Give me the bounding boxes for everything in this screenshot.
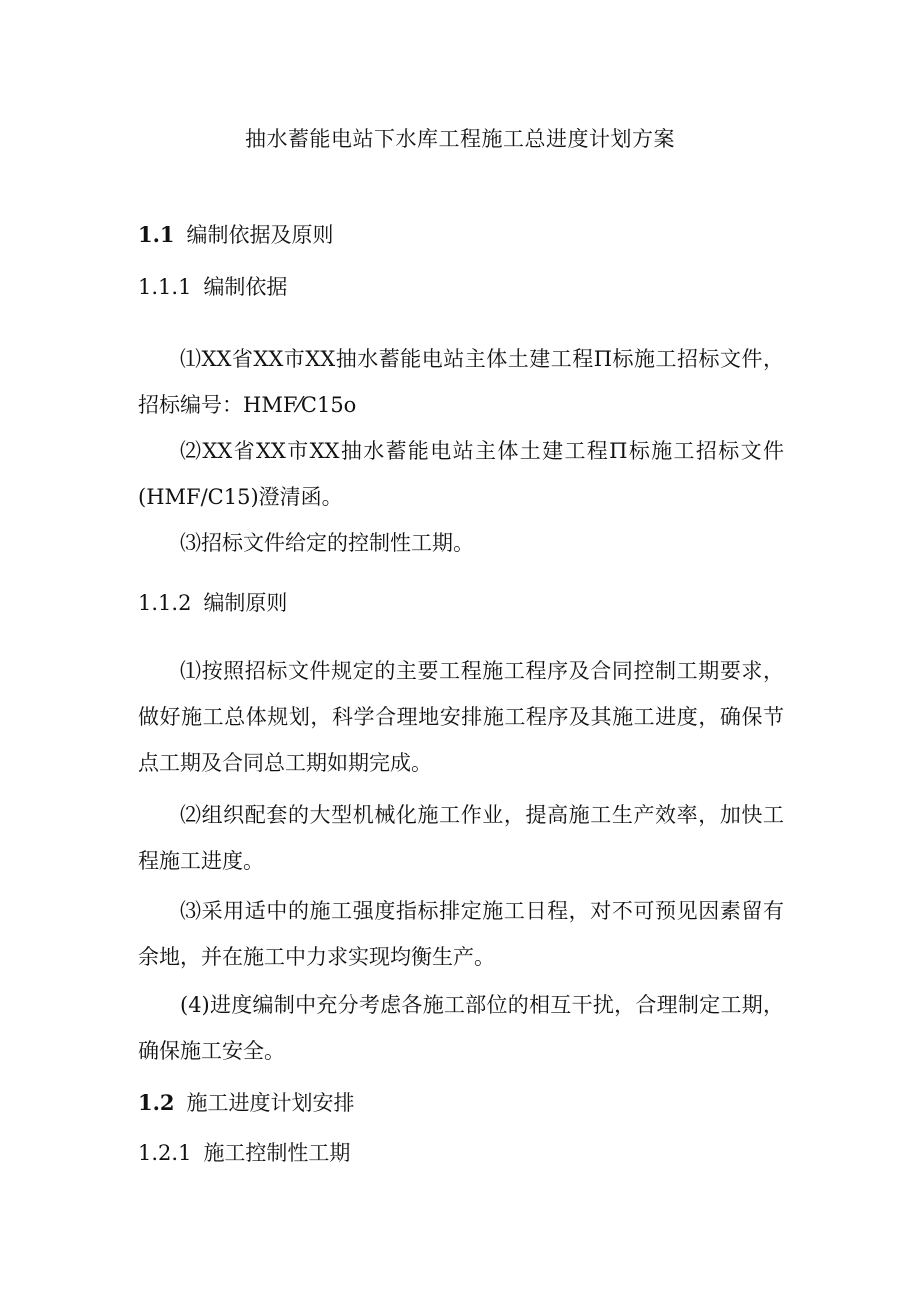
section-title: 施工进度计划安排 (186, 1091, 355, 1115)
principle-paragraph-4: (4)进度编制中充分考虑各施工部位的相互干扰，合理制定工期，确保施工安全。 (138, 993, 784, 1063)
section-heading-1-1 (138, 220, 334, 250)
section-title: 编制依据 (203, 275, 288, 299)
section-number: 1.1.2 (138, 591, 192, 615)
document-title: 抽水蓄能电站下水库工程施工总进度计划方案 (245, 127, 675, 151)
section-title: 编制依据及原则 (186, 223, 334, 247)
section-heading-1-2-1 (138, 1138, 350, 1168)
section-title: 施工控制性工期 (203, 1141, 351, 1165)
basis-paragraph-2: ⑵XX省XX市XX抽水蓄能电站主体土建工程Π标施工招标文件(HMF/C15)澄清函。 (138, 439, 784, 509)
principle-paragraph-3: ⑶采用适中的施工强度指标排定施工日程，对不可预见因素留有余地，并在施工中力求实现均衡生产。 (138, 899, 784, 969)
section-title: 编制原则 (203, 591, 288, 615)
section-number: 1.1.1 (138, 275, 192, 299)
principle-paragraph-1: ⑴按照招标文件规定的主要工程施工程序及合同控制工期要求，做好施工总体规划，科学合理地安排施工程序及其施工进度，确保节点工期及合同总工期如期完成。 (138, 659, 784, 775)
basis-paragraph-3: ⑶招标文件给定的控制性工期。 (180, 531, 474, 555)
section-number: 1.2.1 (138, 1141, 192, 1165)
section-heading-1-1-2 (138, 588, 287, 618)
principle-paragraph-2: ⑵组织配套的大型机械化施工作业，提高施工生产效率，加快工程施工进度。 (138, 803, 784, 873)
section-number: 1.2 (138, 1090, 175, 1115)
section-heading-1-1-1 (138, 272, 287, 302)
section-number: 1.1 (138, 222, 175, 247)
section-heading-1-2 (138, 1088, 355, 1118)
basis-paragraph-1: ⑴XX省XX市XX抽水蓄能电站主体土建工程Π标施工招标文件，招标编号：HMF⁄C15o (138, 347, 784, 417)
